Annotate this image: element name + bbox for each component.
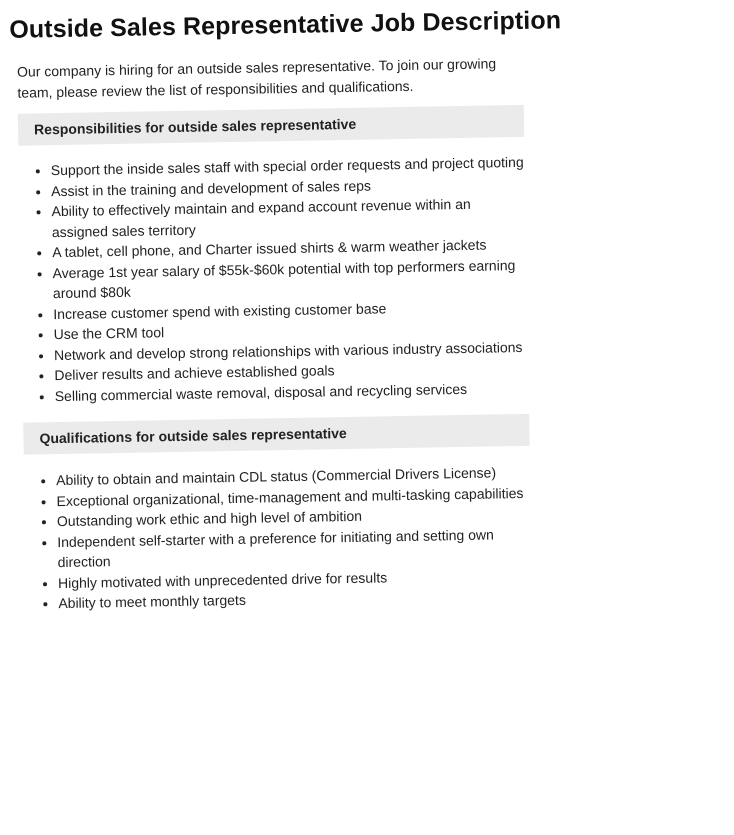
- list-item: • Highly motivated with unprecedented drive for results: [58, 564, 536, 593]
- responsibilities-heading: Responsibilities for outside sales representative: [33, 115, 357, 138]
- list-item: • Use the CRM tool: [53, 316, 531, 345]
- list-item: • Ability to meet monthly targets: [58, 585, 536, 614]
- list-item: • Support the inside sales staff with special order requests and project quoting: [51, 152, 529, 181]
- qualifications-heading: Qualifications for outside sales representative: [39, 425, 347, 447]
- list-item: • Average 1st year salary of $55k-$60k potential with top performers earning around $80k: [52, 254, 531, 303]
- list-item: • Ability to effectively maintain and expand account revenue within an assigned sales territory: [51, 193, 530, 242]
- qualifications-header: [23, 414, 529, 455]
- list-item: • A tablet, cell phone, and Charter issued shirts & warm weather jackets: [52, 234, 530, 263]
- list-item: • Selling commercial waste removal, disposal and recycling services: [55, 377, 533, 406]
- list-item: • Ability to obtain and maintain CDL status (Commercial Drivers License): [56, 462, 534, 491]
- qualifications-list: [24, 462, 536, 614]
- intro-paragraph: Our company is hiring for an outside sales representative. To join our growing team, please review the list of responsibilities and qualifications.: [16, 55, 497, 101]
- page-title: Outside Sales Representative Job Description: [9, 6, 562, 44]
- list-item: • Network and develop strong relationships with various industry associations: [54, 336, 532, 365]
- responsibilities-list: [19, 152, 533, 407]
- list-item: • Exceptional organizational, time-management and multi-tasking capabilities: [56, 482, 534, 511]
- list-item: • Deliver results and achieve established goals: [54, 357, 532, 386]
- list-item: • Increase customer spend with existing customer base: [53, 295, 531, 324]
- list-item: • Assist in the training and development of sales reps: [51, 172, 529, 201]
- list-item: • Outstanding work ethic and high level of ambition: [57, 503, 535, 532]
- list-item: • Independent self-starter with a preference for initiating and setting own direction: [57, 523, 536, 572]
- responsibilities-header: [18, 105, 524, 146]
